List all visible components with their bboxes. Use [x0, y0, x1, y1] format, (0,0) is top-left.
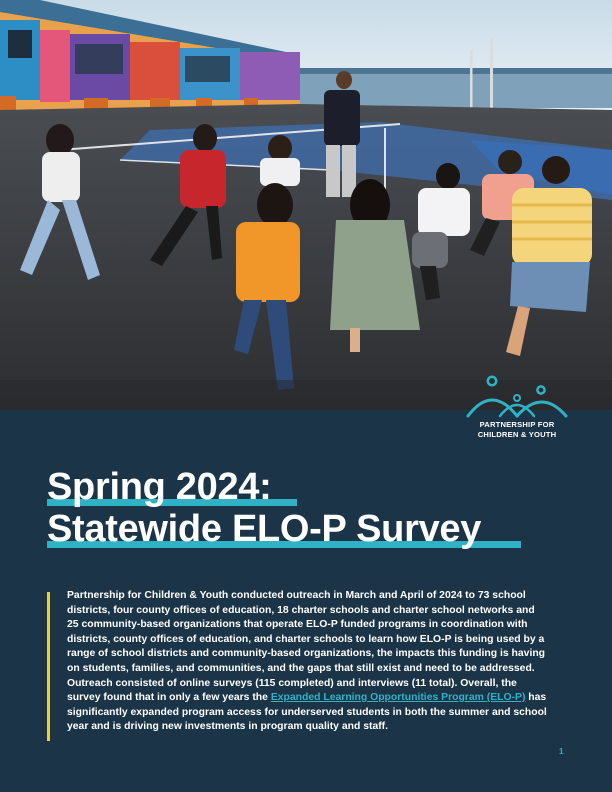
page-number: 1: [559, 747, 564, 756]
intro-text: Partnership for Children & Youth conducted outreach in March and April of 2024 to 73 school districts, four county offices of education, 18 charter schools and charter school networks and 25 community-based organizations that operate ELO-P funded programs in coordination with districts, county offices of education, and charter schools to learn how ELO-P is being used by a range of school districts and community-based organizations, the impacts this funding is having on students, families, and communities, and the gaps that still exist and need to be addressed. Outreach consisted of online surveys (115 completed) and interviews (11 total). Overall, the survey found that in only a few years the: [67, 590, 546, 704]
accent-bar: [47, 592, 50, 741]
logo-figures-icon: [462, 372, 572, 418]
intro-paragraph: [67, 589, 549, 735]
logo-text: [452, 420, 582, 440]
intro-text-end: has significantly expanded program access for underserved students in both the summer and school year and is driving new investments in program quality and staff.: [67, 692, 547, 733]
page-title: [47, 466, 481, 550]
partnership-logo: [452, 372, 582, 452]
title-line-2: Statewide ELO-P Survey: [47, 508, 481, 550]
logo-line-1: PARTNERSHIP FOR: [479, 420, 555, 429]
elo-p-link[interactable]: Expanded Learning Opportunities Program (ELO-P): [270, 692, 526, 704]
title-line-1: Spring 2024:: [47, 466, 481, 508]
logo-line-2: CHILDREN & YOUTH: [477, 430, 557, 439]
